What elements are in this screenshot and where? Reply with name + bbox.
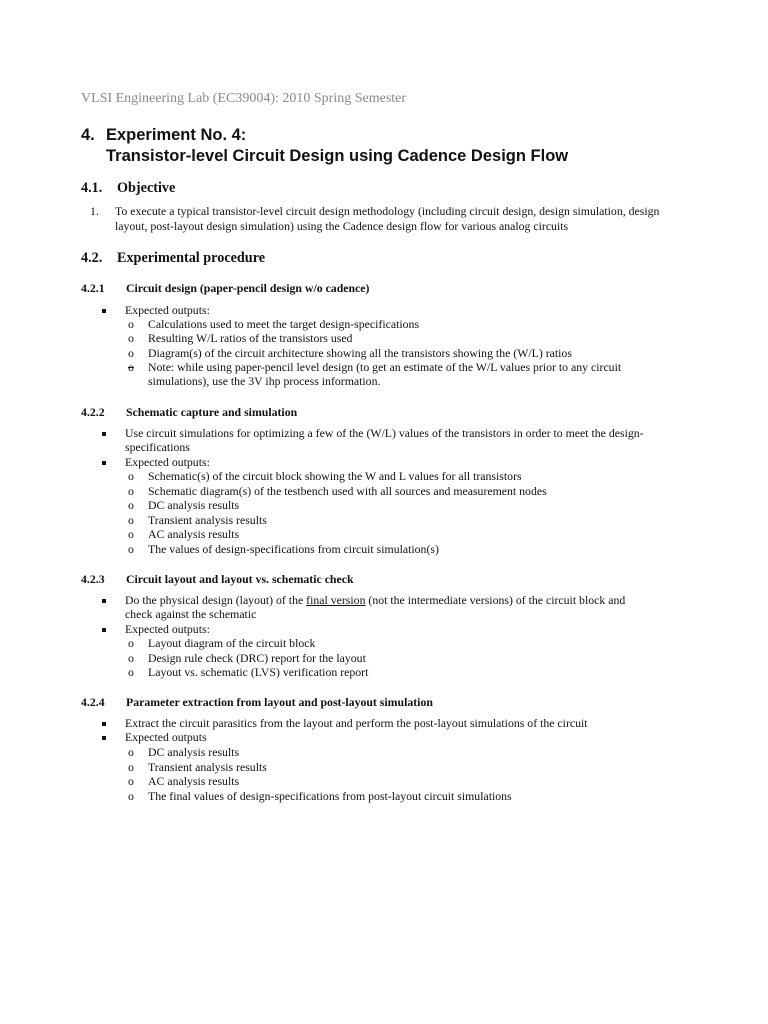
section-number: 4.1. (81, 180, 103, 196)
list-item: Expected outputs (125, 730, 207, 744)
chapter-title-line1: Experiment No. 4: (106, 126, 247, 144)
subsection-title: Schematic capture and simulation (126, 405, 298, 419)
list-item: DC analysis results (148, 498, 240, 512)
text-fragment: (not the intermediate versions) of the circuit block and (365, 593, 626, 607)
subsection-heading-4-2-2 (81, 405, 297, 420)
list-item: AC analysis results (148, 774, 240, 788)
section-heading-procedure (81, 250, 265, 267)
list-item: Expected outputs: (125, 455, 210, 469)
list-item: Schematic diagram(s) of the testbench used with all sources and measurement nodes (148, 484, 547, 498)
subsection-heading-4-2-3 (81, 572, 354, 587)
list-item: The final values of design-specifications from post-layout circuit simulations (148, 789, 512, 803)
list-item: Diagram(s) of the circuit architecture showing all the transistors showing the (W/L) ratios (148, 346, 572, 360)
sub-bullet-icon: o (128, 484, 134, 498)
list-item: Use circuit simulations for optimizing a few of the (W/L) values of the transistors in order to meet the design- (125, 426, 644, 440)
subsection-number: 4.2.1 (81, 281, 105, 295)
list-item: Layout diagram of the circuit block (148, 636, 316, 650)
objective-text: To execute a typical transistor-level circuit design methodology (including circuit design, design simulation, design layout, post-layout design simulation) using the Cadence design flow for various analog circuits (115, 204, 660, 233)
list-item: Note: while using paper-pencil level design (to get an estimate of the W/L values prior to any circuit (148, 360, 622, 374)
underlined-text: final version (306, 593, 366, 607)
subsection-heading-4-2-1 (81, 281, 369, 296)
section-title: Objective (117, 180, 176, 196)
sub-bullet-icon: o (128, 346, 134, 360)
sub-bullet-icon: o (128, 469, 134, 483)
list-item: Transient analysis results (148, 513, 267, 527)
sub-bullet-icon: o (128, 317, 134, 331)
list-item: Layout vs. schematic (LVS) verification report (148, 665, 369, 679)
square-bullet-icon (102, 628, 106, 632)
text-fragment: Do the physical design (layout) of the (125, 593, 307, 607)
list-item (125, 593, 625, 608)
sub-bullet-icon: o (128, 651, 134, 665)
subsection-title: Circuit design (paper-pencil design w/o cadence) (126, 281, 370, 295)
sub-bullet-icon: o (128, 498, 134, 512)
square-bullet-icon (102, 461, 106, 465)
list-item-continuation: simulations), use the 3V ihp process information. (148, 374, 381, 388)
list-item: AC analysis results (148, 527, 240, 541)
chapter-title (81, 125, 568, 167)
subsection-number: 4.2.2 (81, 405, 105, 419)
list-item-continuation: specifications (125, 440, 190, 454)
subsection-heading-4-2-4 (81, 695, 433, 710)
square-bullet-icon (102, 309, 106, 313)
list-item: Expected outputs: (125, 622, 210, 636)
section-title: Experimental procedure (117, 250, 266, 266)
section-number: 4.2. (81, 250, 103, 266)
sub-bullet-icon: o (128, 360, 134, 374)
list-item: Extract the circuit parasitics from the layout and perform the post-layout simulations of the circuit (125, 716, 588, 730)
sub-bullet-icon: o (128, 774, 134, 788)
list-item: Design rule check (DRC) report for the layout (148, 651, 366, 665)
sub-bullet-icon: o (128, 789, 134, 803)
list-item: The values of design-specifications from circuit simulation(s) (148, 542, 439, 556)
sub-bullet-icon: o (128, 760, 134, 774)
section-heading-objective (81, 180, 175, 197)
list-item: Schematic(s) of the circuit block showing the W and L values for all transistors (148, 469, 522, 483)
square-bullet-icon (102, 722, 106, 726)
sub-bullet-icon: o (128, 542, 134, 556)
sub-bullet-icon: o (128, 331, 134, 345)
list-item: DC analysis results (148, 745, 240, 759)
square-bullet-icon (102, 736, 106, 740)
list-item: Resulting W/L ratios of the transistors used (148, 331, 353, 345)
sub-bullet-icon: o (128, 745, 134, 759)
subsection-title: Circuit layout and layout vs. schematic check (126, 572, 354, 586)
sub-bullet-icon: o (128, 513, 134, 527)
list-item: Transient analysis results (148, 760, 267, 774)
sub-bullet-icon: o (128, 636, 134, 650)
square-bullet-icon (102, 432, 106, 436)
square-bullet-icon (102, 599, 106, 603)
running-header: VLSI Engineering Lab (EC39004): 2010 Spring Semester (81, 91, 407, 106)
list-item: Expected outputs: (125, 303, 210, 317)
list-number: 1. (90, 204, 99, 218)
sub-bullet-icon: o (128, 527, 134, 541)
chapter-title-line2: Transistor-level Circuit Design using Cadence Design Flow (106, 147, 569, 165)
chapter-number: 4. (81, 126, 95, 144)
list-item-continuation: check against the schematic (125, 607, 257, 621)
sub-bullet-icon: o (128, 665, 134, 679)
list-item: Calculations used to meet the target design-specifications (148, 317, 420, 331)
subsection-number: 4.2.3 (81, 572, 105, 586)
subsection-title: Parameter extraction from layout and post-layout simulation (126, 695, 433, 709)
subsection-number: 4.2.4 (81, 695, 105, 709)
